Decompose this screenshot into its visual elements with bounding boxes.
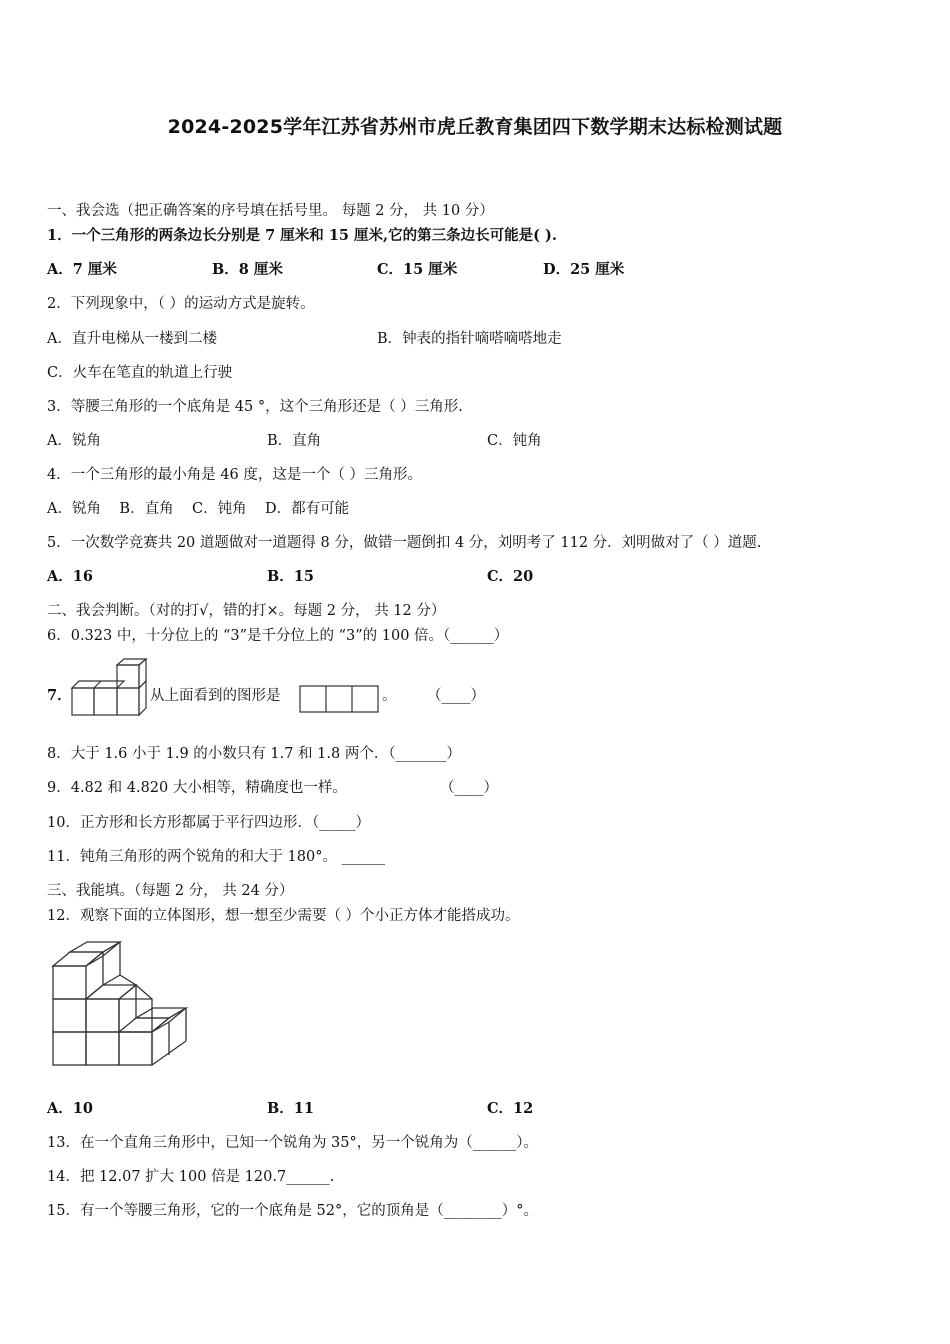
q1-option-d[interactable]: D．25 厘米: [543, 261, 625, 278]
q5-option-a[interactable]: A．16: [47, 568, 93, 585]
section-2-heading: 二、我会判断。（对的打√，错的打×。每题 2 分， 共 12 分）: [47, 603, 446, 619]
q5-option-b[interactable]: B．15: [267, 568, 314, 585]
q12-option-c[interactable]: C．12: [487, 1100, 534, 1117]
question-10: 10．正方形和长方形都属于平行四边形．（_____）: [47, 815, 370, 831]
question-9: 9．4.82 和 4.820 大小相等，精确度也一样。: [47, 780, 347, 796]
question-15: 15．有一个等腰三角形，它的一个底角是 52°，它的顶角是（________）°。: [47, 1203, 539, 1219]
section-3-heading: 三、我能填。（每题 2 分， 共 24 分）: [47, 883, 294, 899]
q1-option-a[interactable]: A．7 厘米: [47, 261, 117, 278]
q12-cube-stack-figure: [49, 938, 194, 1073]
q7-top-view-figure: [299, 684, 381, 714]
q1-option-c[interactable]: C．15 厘米: [377, 261, 458, 278]
q12-option-b[interactable]: B．11: [267, 1100, 314, 1117]
section-1-heading: 一、我会选（把正确答案的序号填在括号里。 每题 2 分， 共 10 分）: [47, 203, 494, 219]
question-12: 12．观察下面的立体图形，想一想至少需要（ ）个小正方体才能搭成功。: [47, 908, 520, 924]
question-8: 8．大于 1.6 小于 1.9 的小数只有 1.7 和 1.8 两个．（_______）: [47, 746, 461, 762]
q7-number: 7．: [47, 687, 72, 704]
q7-cube-figure: [69, 657, 151, 717]
q7-answer-blank[interactable]: （____）: [427, 688, 485, 704]
page-title: 2024-2025学年江苏省苏州市虎丘教育集团四下数学期末达标检测试题: [167, 116, 783, 138]
question-11: 11．钝角三角形的两个锐角的和大于 180°。 ______: [47, 849, 386, 865]
q3-option-a[interactable]: A．锐角: [47, 433, 101, 449]
q1-option-b[interactable]: B．8 厘米: [212, 261, 283, 278]
q5-option-c[interactable]: C．20: [487, 568, 534, 585]
question-6: 6．0.323 中，十分位上的 “3”是千分位上的 “3”的 100 倍。（______）: [47, 628, 509, 644]
question-5: 5．一次数学竞赛共 20 道题做对一道题得 8 分，做错一题倒扣 4 分，刘明考了 112 分．刘明做对了（ ）道题.: [47, 535, 762, 551]
question-2: 2．下列现象中，（ ）的运动方式是旋转。: [47, 296, 315, 312]
q4-options[interactable]: A．锐角 B．直角 C．钝角 D．都有可能: [47, 501, 350, 517]
q2-option-b[interactable]: B．钟表的指针嘀嗒嘀嗒地走: [377, 331, 562, 347]
q9-answer-blank[interactable]: （____）: [440, 780, 498, 796]
q12-option-a[interactable]: A．10: [47, 1100, 93, 1117]
q3-option-c[interactable]: C．钝角: [487, 433, 542, 449]
q3-option-b[interactable]: B．直角: [267, 433, 322, 449]
question-1: 1．一个三角形的两条边长分别是 7 厘米和 15 厘米,它的第三条边长可能是( ).: [47, 227, 557, 244]
q7-end-text: 。: [382, 688, 397, 704]
q2-option-a[interactable]: A．直升电梯从一楼到二楼: [47, 331, 217, 347]
q7-middle-text: 从上面看到的图形是: [150, 688, 281, 704]
question-3: 3．等腰三角形的一个底角是 45 °，这个三角形还是（ ）三角形.: [47, 399, 463, 415]
question-14: 14．把 12.07 扩大 100 倍是 120.7______.: [47, 1169, 335, 1185]
question-13: 13．在一个直角三角形中，已知一个锐角为 35°，另一个锐角为（______）。: [47, 1135, 539, 1151]
q2-option-c[interactable]: C．火车在笔直的轨道上行驶: [47, 365, 233, 381]
question-4: 4．一个三角形的最小角是 46 度，这是一个（ ）三角形。: [47, 467, 423, 483]
